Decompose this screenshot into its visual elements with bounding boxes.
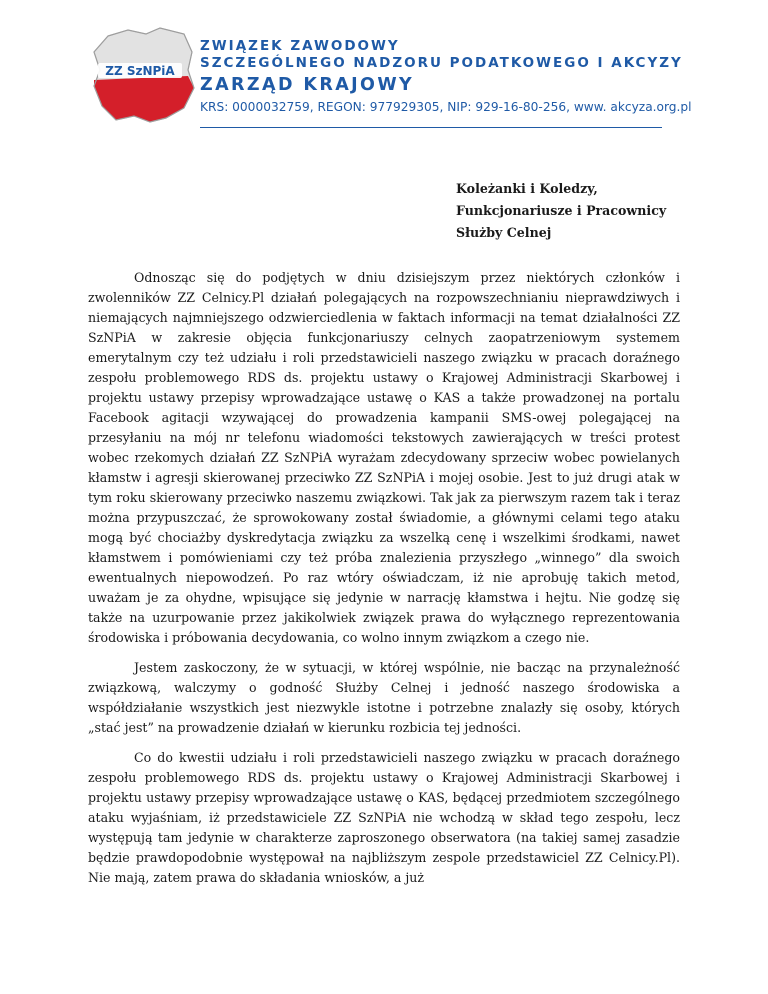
salutation-line1: Koleżanki i Koledzy,	[456, 181, 598, 196]
org-name-line1: ZWIĄZEK ZAWODOWY	[200, 38, 400, 54]
letterhead-divider	[200, 127, 662, 128]
letter-body	[88, 268, 680, 898]
organization-block	[200, 38, 692, 116]
salutation	[456, 178, 666, 244]
registry-info: KRS: 0000032759, REGON: 977929305, NIP: 929-16-80-256, www. akcyza.org.pl	[200, 100, 692, 114]
logo-text: ZZ SzNPiA	[105, 64, 175, 78]
poland-map-logo-icon	[88, 22, 198, 132]
org-name-line3: ZARZĄD KRAJOWY	[200, 75, 415, 95]
paragraph-3: Co do kwestii udziału i roli przedstawicieli naszego związku w pracach doraźnego zespołu problemowego RDS ds. projektu ustawy o Krajowej Administracji Skarbowej i projektu ustawy przepisy wprowadzające ustawę o KAS, będącej przedmiotem szczególnego ataku wyjaśniam, iż przedstawiciele ZZ SzNPiA nie wchodzą w skład tego zespołu, lecz występują tam jedynie w charakterze zaproszonego obserwatora (na takiej samej zasadzie będzie prawdopodobnie występował na najbliższym zespole przedstawiciel ZZ Celnicy.Pl). Nie mają, zatem prawa do składania wniosków, a już	[88, 750, 680, 885]
paragraph-1: Odnosząc się do podjętych w dniu dzisiejszym przez niektórych członków i zwolenników ZZ Celnicy.Pl działań polegających na rozpowszechnianiu nieprawdziwych i niemających najmniejszego odzwierciedlenia w faktach informacji na temat działalności ZZ SzNPiA w zakresie objęcia funkcjonariuszy celnych zaopatrzeniowym systemem emerytalnym czy też udziału i roli przedstawicieli naszego związku w pracach doraźnego zespołu problemowego RDS ds. projektu ustawy o Krajowej Administracji Skarbowej i projektu ustawy przepisy wprowadzające ustawę o KAS a także prowadzonej na portalu Facebook agitacji wzywającej do prowadzenia kampanii SMS-owej polegającej na przesyłaniu na mój nr telefonu wiadomości tekstowych zawierających w treści protest wobec rzekomych działań ZZ SzNPiA wyrażam zdecydowany sprzeciw wobec powielanych kłamstw i agresji skierowanej przeciwko ZZ SzNPiA i mojej osobie. Jest to już drugi atak w tym roku skierowany przeciwko naszemu związkowi. Tak jak za pierwszym razem tak i teraz można przypuszczać, że sprowokowany został świadomie, a głównymi celami tego ataku mogą być chociażby dyskredytacja związku za wszelką cenę i wszelkimi środkami, nawet kłamstwem i pomówieniami czy też próba znalezienia przyszłego „winnego” dla swoich ewentualnych niepowodzeń. Po raz wtóry oświadczam, iż nie aprobuję takich metod, uważam je za ohydne, wpisujące się jedynie w narrację kłamstwa i hejtu. Nie godzę się także na uzurpowanie przez jakikolwiek związek prawa do wyłącznego reprezentowania środowiska i próbowania decydowania, co wolno innym związkom a czego nie.	[88, 270, 680, 645]
paragraph-2: Jestem zaskoczony, że w sytuacji, w której wspólnie, nie bacząc na przynależność związkową, walczymy o godność Służby Celnej i jedność naszego środowiska a współdziałanie wszystkich jest niezwykle istotne i potrzebne znalazły się osoby, których „stać jest” na prowadzenie działań w kierunku rozbicia tej jedności.	[88, 660, 680, 735]
letterhead	[88, 22, 692, 134]
salutation-line2: Funkcjonariusze i Pracownicy	[456, 203, 667, 218]
org-name-line2: SZCZEGÓLNEGO NADZORU PODATKOWEGO I AKCYZY	[200, 55, 683, 71]
salutation-line3: Służby Celnej	[456, 225, 552, 240]
